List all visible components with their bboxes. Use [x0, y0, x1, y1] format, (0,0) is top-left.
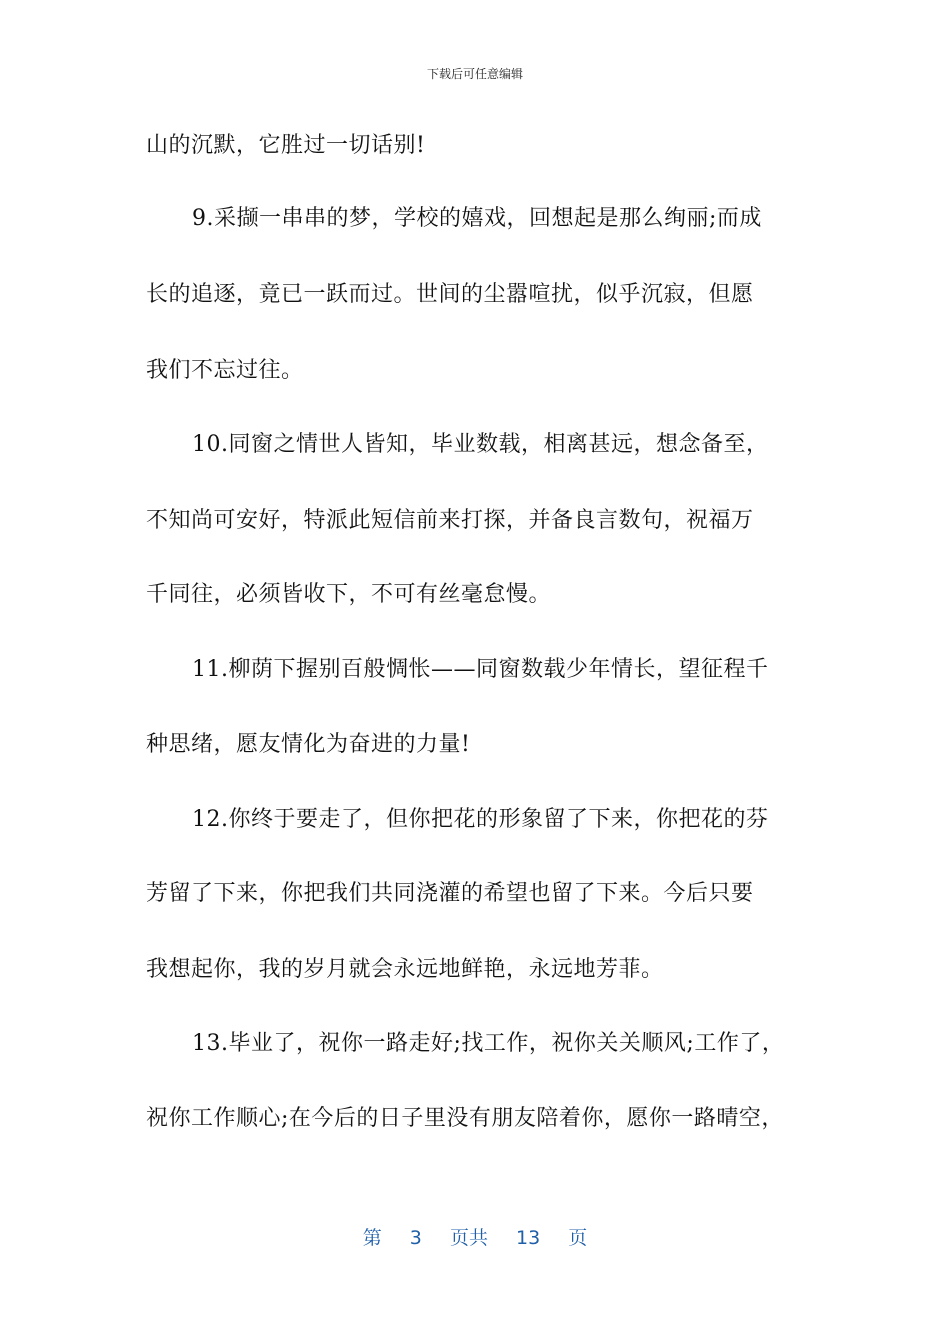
body-line-2: 9.采撷一串串的梦，学校的嬉戏，回想起是那么绚丽;而成 [192, 206, 762, 231]
body-line-13: 13.毕业了，祝你一路走好;找工作，祝你关关顺风;工作了， [192, 1031, 785, 1056]
body-line-6: 不知尚可安好，特派此短信前来打探，并备良言数句，祝福万 [146, 508, 754, 533]
body-line-3: 长的追逐，竟已一跃而过。世间的尘嚣喧扰，似乎沉寂，但愿 [146, 282, 754, 307]
body-line-11: 芳留了下来，你把我们共同浇灌的希望也留了下来。今后只要 [146, 881, 754, 906]
page-header-note: 下载后可任意编辑 [426, 67, 523, 81]
body-line-14: 祝你工作顺心;在今后的日子里没有朋友陪着你，愿你一路晴空， [146, 1106, 784, 1131]
body-line-4: 我们不忘过往。 [146, 358, 304, 383]
body-line-10: 12.你终于要走了，但你把花的形象留了下来，你把花的芬 [192, 807, 769, 832]
body-line-1: 山的沉默，它胜过一切话别! [146, 133, 426, 158]
body-line-9: 种思绪，愿友情化为奋进的力量! [146, 732, 471, 757]
footer-middle: 页共 [449, 1227, 488, 1249]
body-line-8: 11.柳荫下握别百般惆怅——同窗数载少年情长，望征程千 [192, 657, 769, 682]
page-footer [0, 1226, 950, 1250]
body-line-5: 10.同窗之情世人皆知，毕业数载，相离甚远，想念备至， [192, 432, 769, 457]
body-line-12: 我想起你，我的岁月就会永远地鲜艳，永远地芳菲。 [146, 957, 664, 982]
body-line-7: 千同往，必须皆收下，不可有丝毫怠慢。 [146, 582, 552, 607]
footer-current-page: 3 [409, 1227, 422, 1249]
footer-total-pages: 13 [516, 1227, 541, 1249]
footer-prefix: 第 [362, 1227, 382, 1249]
footer-suffix: 页 [568, 1227, 588, 1249]
